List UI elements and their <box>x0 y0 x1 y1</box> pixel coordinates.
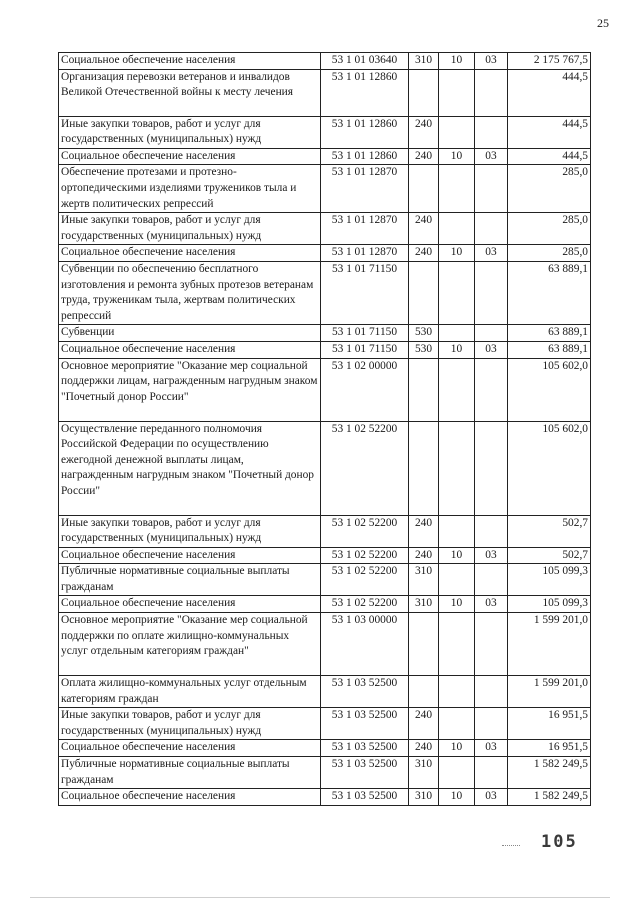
row-name: Оплата жилищно-коммунальных услуг отдельным категориям граждан <box>59 676 321 708</box>
row-code: 53 1 01 12860 <box>321 116 409 148</box>
row-sum: 16 951,5 <box>508 740 591 757</box>
row-code: 53 1 02 00000 <box>321 358 409 421</box>
row-sum: 1 599 201,0 <box>508 613 591 676</box>
stamp-dash <box>502 845 520 846</box>
row-name: Социальное обеспечение населения <box>59 245 321 262</box>
row-vr: 240 <box>409 740 439 757</box>
table-row <box>59 148 591 165</box>
row-pr <box>475 358 508 421</box>
row-sum: 444,5 <box>508 148 591 165</box>
row-code: 53 1 01 71150 <box>321 325 409 342</box>
row-pr: 03 <box>475 789 508 806</box>
row-sum: 502,7 <box>508 515 591 547</box>
row-code: 53 1 03 52500 <box>321 708 409 740</box>
row-name: Иные закупки товаров, работ и услуг для государственных (муниципальных) нужд <box>59 116 321 148</box>
row-pr <box>475 708 508 740</box>
row-vr: 310 <box>409 596 439 613</box>
row-sum: 105 099,3 <box>508 596 591 613</box>
row-vr: 310 <box>409 564 439 596</box>
row-code: 53 1 02 52200 <box>321 596 409 613</box>
row-pr <box>475 325 508 342</box>
row-pr <box>475 515 508 547</box>
row-pr <box>475 757 508 789</box>
row-rz <box>439 708 475 740</box>
row-vr: 530 <box>409 325 439 342</box>
row-code: 53 1 03 52500 <box>321 740 409 757</box>
table-row <box>59 596 591 613</box>
row-sum: 63 889,1 <box>508 261 591 324</box>
table-row <box>59 515 591 547</box>
table-row <box>59 708 591 740</box>
row-code: 53 1 03 00000 <box>321 613 409 676</box>
row-name: Субвенции по обеспечению бесплатного изготовления и ремонта зубных протезов ветеранам труда, труженикам тыла, жертвам политических репрессий <box>59 261 321 324</box>
row-pr <box>475 676 508 708</box>
table-row <box>59 245 591 262</box>
row-name: Иные закупки товаров, работ и услуг для государственных (муниципальных) нужд <box>59 708 321 740</box>
row-rz <box>439 165 475 213</box>
row-name: Основное мероприятие "Оказание мер социальной поддержки по оплате жилищно-коммунальных услуг отдельным категориям граждан" <box>59 613 321 676</box>
row-vr <box>409 421 439 515</box>
row-vr: 240 <box>409 547 439 564</box>
row-name: Социальное обеспечение населения <box>59 596 321 613</box>
row-vr: 310 <box>409 757 439 789</box>
row-vr: 310 <box>409 53 439 70</box>
row-code: 53 1 01 12860 <box>321 69 409 116</box>
row-pr <box>475 564 508 596</box>
row-rz <box>439 613 475 676</box>
row-name: Осуществление переданного полномочия Российской Федерации по осуществлению ежегодной денежной выплаты лицам, награжденным нагрудным знаком "Почетный донор России" <box>59 421 321 515</box>
table-row <box>59 740 591 757</box>
row-rz <box>439 325 475 342</box>
row-code: 53 1 02 52200 <box>321 515 409 547</box>
table-row <box>59 341 591 358</box>
row-rz <box>439 564 475 596</box>
row-name: Иные закупки товаров, работ и услуг для государственных (муниципальных) нужд <box>59 515 321 547</box>
budget-table <box>58 52 591 806</box>
row-pr: 03 <box>475 245 508 262</box>
row-code: 53 1 03 52500 <box>321 676 409 708</box>
row-name: Социальное обеспечение населения <box>59 740 321 757</box>
row-rz <box>439 515 475 547</box>
page-bottom-line <box>30 897 610 898</box>
row-vr: 240 <box>409 515 439 547</box>
table-row <box>59 116 591 148</box>
row-vr <box>409 613 439 676</box>
row-vr <box>409 69 439 116</box>
row-code: 53 1 02 52200 <box>321 421 409 515</box>
row-sum: 2 175 767,5 <box>508 53 591 70</box>
table-row <box>59 213 591 245</box>
row-vr <box>409 165 439 213</box>
handwritten-page-stamp: 105 <box>541 832 578 852</box>
table-body <box>59 53 591 806</box>
table-row <box>59 69 591 116</box>
row-sum: 285,0 <box>508 165 591 213</box>
table-row <box>59 165 591 213</box>
row-rz: 10 <box>439 53 475 70</box>
row-sum: 285,0 <box>508 245 591 262</box>
row-sum: 105 602,0 <box>508 421 591 515</box>
row-vr: 240 <box>409 148 439 165</box>
table-row <box>59 613 591 676</box>
row-vr: 240 <box>409 213 439 245</box>
row-rz: 10 <box>439 148 475 165</box>
row-vr: 310 <box>409 789 439 806</box>
row-name: Публичные нормативные социальные выплаты гражданам <box>59 757 321 789</box>
table-row <box>59 421 591 515</box>
page-number: 25 <box>597 16 609 30</box>
row-vr <box>409 358 439 421</box>
row-sum: 502,7 <box>508 547 591 564</box>
row-rz <box>439 757 475 789</box>
row-rz: 10 <box>439 547 475 564</box>
table-row <box>59 757 591 789</box>
row-rz: 10 <box>439 596 475 613</box>
row-vr <box>409 676 439 708</box>
row-name: Субвенции <box>59 325 321 342</box>
table-row <box>59 261 591 324</box>
row-name: Социальное обеспечение населения <box>59 53 321 70</box>
row-pr <box>475 165 508 213</box>
row-code: 53 1 01 12870 <box>321 245 409 262</box>
row-rz <box>439 358 475 421</box>
row-sum: 444,5 <box>508 69 591 116</box>
table-row <box>59 53 591 70</box>
row-code: 53 1 03 52500 <box>321 757 409 789</box>
table-row <box>59 325 591 342</box>
row-sum: 16 951,5 <box>508 708 591 740</box>
row-sum: 444,5 <box>508 116 591 148</box>
row-vr: 240 <box>409 245 439 262</box>
row-pr: 03 <box>475 596 508 613</box>
row-pr <box>475 116 508 148</box>
row-sum: 285,0 <box>508 213 591 245</box>
row-rz <box>439 261 475 324</box>
row-sum: 63 889,1 <box>508 341 591 358</box>
row-rz: 10 <box>439 789 475 806</box>
row-name: Обеспечение протезами и протезно-ортопедическими изделиями тружеников тыла и жертв политических репрессий <box>59 165 321 213</box>
row-code: 53 1 01 12870 <box>321 213 409 245</box>
row-code: 53 1 01 03640 <box>321 53 409 70</box>
row-pr <box>475 69 508 116</box>
row-code: 53 1 01 71150 <box>321 261 409 324</box>
row-rz <box>439 69 475 116</box>
table-row <box>59 789 591 806</box>
row-vr: 530 <box>409 341 439 358</box>
row-sum: 1 599 201,0 <box>508 676 591 708</box>
row-rz <box>439 116 475 148</box>
row-code: 53 1 03 52500 <box>321 789 409 806</box>
row-pr <box>475 261 508 324</box>
row-rz: 10 <box>439 245 475 262</box>
row-name: Социальное обеспечение населения <box>59 547 321 564</box>
row-pr: 03 <box>475 341 508 358</box>
row-pr: 03 <box>475 53 508 70</box>
row-vr: 240 <box>409 708 439 740</box>
row-pr: 03 <box>475 547 508 564</box>
table-row <box>59 547 591 564</box>
row-name: Социальное обеспечение населения <box>59 148 321 165</box>
row-name: Социальное обеспечение населения <box>59 789 321 806</box>
row-pr <box>475 213 508 245</box>
row-code: 53 1 02 52200 <box>321 547 409 564</box>
row-pr <box>475 421 508 515</box>
row-rz <box>439 213 475 245</box>
row-pr <box>475 613 508 676</box>
row-rz <box>439 421 475 515</box>
row-name: Социальное обеспечение населения <box>59 341 321 358</box>
row-vr <box>409 261 439 324</box>
row-name: Организация перевозки ветеранов и инвалидов Великой Отечественной войны к месту лечения <box>59 69 321 116</box>
row-sum: 63 889,1 <box>508 325 591 342</box>
row-name: Иные закупки товаров, работ и услуг для государственных (муниципальных) нужд <box>59 213 321 245</box>
row-rz: 10 <box>439 341 475 358</box>
table-row <box>59 358 591 421</box>
row-sum: 1 582 249,5 <box>508 789 591 806</box>
row-rz: 10 <box>439 740 475 757</box>
row-rz <box>439 676 475 708</box>
row-code: 53 1 01 12870 <box>321 165 409 213</box>
table-row <box>59 564 591 596</box>
row-code: 53 1 02 52200 <box>321 564 409 596</box>
row-code: 53 1 01 71150 <box>321 341 409 358</box>
row-name: Публичные нормативные социальные выплаты гражданам <box>59 564 321 596</box>
row-name: Основное мероприятие "Оказание мер социальной поддержки лицам, награжденным нагрудным знаком "Почетный донор России" <box>59 358 321 421</box>
row-sum: 105 099,3 <box>508 564 591 596</box>
row-pr: 03 <box>475 740 508 757</box>
row-pr: 03 <box>475 148 508 165</box>
row-sum: 1 582 249,5 <box>508 757 591 789</box>
row-sum: 105 602,0 <box>508 358 591 421</box>
row-vr: 240 <box>409 116 439 148</box>
table-row <box>59 676 591 708</box>
row-code: 53 1 01 12860 <box>321 148 409 165</box>
